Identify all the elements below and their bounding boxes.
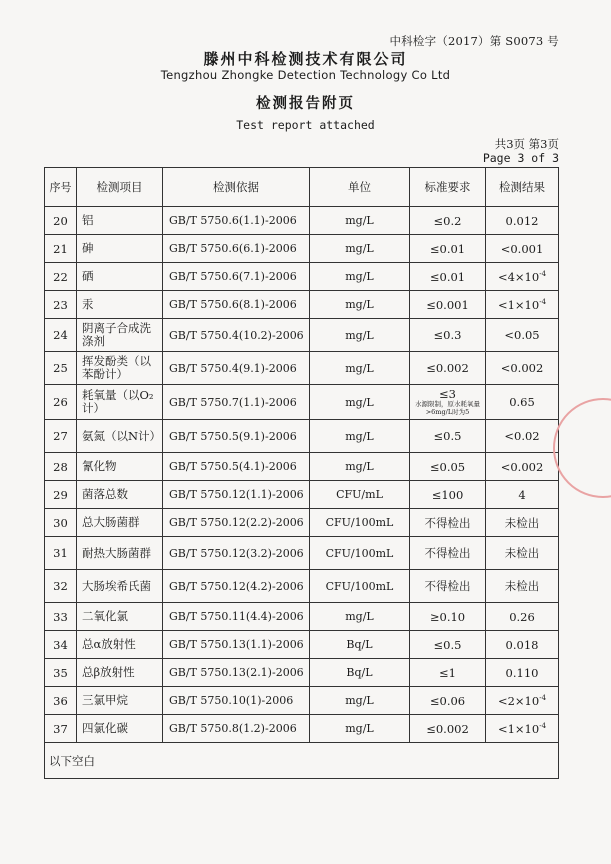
- table-row: [45, 509, 559, 537]
- row-standard: ≤0.2: [410, 207, 486, 235]
- result-value: <2×10: [497, 693, 540, 708]
- table-row: [45, 537, 559, 570]
- result-value: <0.001: [500, 241, 544, 256]
- row-unit: mg/L: [310, 715, 410, 743]
- result-value: <0.002: [500, 459, 544, 474]
- row-item: 四氯化碳: [77, 715, 163, 743]
- table-row: [45, 603, 559, 631]
- row-number: 36: [45, 687, 77, 715]
- test-results-table: [44, 167, 559, 779]
- table-row: [45, 263, 559, 291]
- table-row: [45, 420, 559, 453]
- row-unit: mg/L: [310, 352, 410, 385]
- result-value: 4: [518, 487, 526, 502]
- row-standard: ≤1: [410, 659, 486, 687]
- row-standard: ≤0.3: [410, 319, 486, 352]
- row-basis: GB/T 5750.11(4.4)-2006: [163, 603, 310, 631]
- row-result: [486, 385, 559, 420]
- row-result: [486, 291, 559, 319]
- row-result: [486, 631, 559, 659]
- result-value: 0.012: [505, 213, 539, 228]
- row-unit: CFU/100mL: [310, 570, 410, 603]
- row-item: 挥发酚类（以苯酚计）: [77, 352, 163, 385]
- row-result: [486, 537, 559, 570]
- row-unit: mg/L: [310, 687, 410, 715]
- row-basis: GB/T 5750.12(3.2)-2006: [163, 537, 310, 570]
- row-number: 30: [45, 509, 77, 537]
- table-row: [45, 570, 559, 603]
- row-number: 33: [45, 603, 77, 631]
- row-basis: GB/T 5750.12(1.1)-2006: [163, 481, 310, 509]
- row-standard: ≤0.01: [410, 263, 486, 291]
- document-number: 中科检字（2017）第 S0073 号: [389, 34, 559, 48]
- row-standard: ≥0.10: [410, 603, 486, 631]
- row-basis: GB/T 5750.6(1.1)-2006: [163, 207, 310, 235]
- row-unit: mg/L: [310, 263, 410, 291]
- row-unit: CFU/100mL: [310, 537, 410, 570]
- row-item: 氰化物: [77, 453, 163, 481]
- row-result: [486, 235, 559, 263]
- report-title-cn: 检测报告附页: [256, 95, 355, 112]
- row-result: [486, 481, 559, 509]
- row-item: 阴离子合成洗涤剂: [77, 319, 163, 352]
- result-value: 0.018: [505, 637, 539, 652]
- page-indicator-en: Page 3 of 3: [482, 151, 559, 165]
- table-row: [45, 631, 559, 659]
- row-unit: mg/L: [310, 603, 410, 631]
- table-row: [45, 385, 559, 420]
- row-basis: GB/T 5750.8(1.2)-2006: [163, 715, 310, 743]
- row-number: 32: [45, 570, 77, 603]
- remark-row: [45, 743, 559, 779]
- row-number: 22: [45, 263, 77, 291]
- header-item: 检测项目: [77, 168, 163, 207]
- row-item: 三氯甲烷: [77, 687, 163, 715]
- row-basis: GB/T 5750.13(1.1)-2006: [163, 631, 310, 659]
- organization-name-en: Tengzhou Zhongke Detection Technology Co Ltd: [160, 68, 451, 82]
- row-standard: ≤0.05: [410, 453, 486, 481]
- row-basis: GB/T 5750.6(6.1)-2006: [163, 235, 310, 263]
- row-unit: Bq/L: [310, 631, 410, 659]
- row-basis: GB/T 5750.7(1.1)-2006: [163, 385, 310, 420]
- table-row: [45, 687, 559, 715]
- standard-note: 水源限制，原水耗氧量>6mg/L时为5: [415, 400, 480, 416]
- result-value: <1×10: [497, 721, 540, 736]
- row-result: [486, 207, 559, 235]
- table-row: [45, 352, 559, 385]
- result-exponent: -4: [539, 693, 547, 702]
- row-item: 大肠埃希氏菌: [77, 570, 163, 603]
- row-item: 耗氧量（以O₂计）: [77, 385, 163, 420]
- row-unit: mg/L: [310, 319, 410, 352]
- result-value: 未检出: [504, 515, 540, 530]
- row-basis: GB/T 5750.12(4.2)-2006: [163, 570, 310, 603]
- row-number: 21: [45, 235, 77, 263]
- result-value: 未检出: [504, 546, 540, 560]
- row-number: 29: [45, 481, 77, 509]
- row-number: 31: [45, 537, 77, 570]
- row-unit: mg/L: [310, 385, 410, 420]
- row-standard: 不得检出: [410, 537, 486, 570]
- result-value: <0.002: [500, 361, 544, 375]
- row-unit: mg/L: [310, 453, 410, 481]
- row-basis: GB/T 5750.6(7.1)-2006: [163, 263, 310, 291]
- row-standard: ≤0.001: [410, 291, 486, 319]
- row-item: 总β放射性: [77, 659, 163, 687]
- standard-value: ≤3: [439, 387, 456, 401]
- report-title-en: Test report attached: [236, 118, 375, 132]
- row-number: 26: [45, 385, 77, 420]
- row-basis: GB/T 5750.5(9.1)-2006: [163, 420, 310, 453]
- remark-text: 以下空白: [45, 743, 559, 779]
- result-exponent: -4: [539, 297, 547, 306]
- row-basis: GB/T 5750.5(4.1)-2006: [163, 453, 310, 481]
- row-unit: CFU/100mL: [310, 509, 410, 537]
- row-result: [486, 687, 559, 715]
- row-item: 菌落总数: [77, 481, 163, 509]
- row-unit: CFU/mL: [310, 481, 410, 509]
- table-row: [45, 659, 559, 687]
- row-result: [486, 603, 559, 631]
- table-body: [45, 207, 559, 743]
- result-exponent: -4: [539, 721, 547, 730]
- row-basis: GB/T 5750.12(2.2)-2006: [163, 509, 310, 537]
- row-unit: mg/L: [310, 420, 410, 453]
- result-value: <0.05: [504, 328, 540, 342]
- result-value: 0.110: [505, 665, 539, 680]
- organization-name-cn: 滕州中科检测技术有限公司: [203, 50, 408, 68]
- row-unit: mg/L: [310, 235, 410, 263]
- row-standard: ≤0.5: [410, 420, 486, 453]
- row-number: 37: [45, 715, 77, 743]
- row-standard: ≤0.01: [410, 235, 486, 263]
- row-unit: mg/L: [310, 291, 410, 319]
- row-result: [486, 570, 559, 603]
- row-result: [486, 659, 559, 687]
- row-number: 24: [45, 319, 77, 352]
- row-basis: GB/T 5750.13(2.1)-2006: [163, 659, 310, 687]
- result-value: <4×10: [497, 269, 540, 284]
- header-no: 序号: [45, 168, 77, 207]
- row-standard: ≤0.06: [410, 687, 486, 715]
- row-basis: GB/T 5750.6(8.1)-2006: [163, 291, 310, 319]
- row-standard: 不得检出: [410, 570, 486, 603]
- row-item: 氨氮（以N计）: [77, 420, 163, 453]
- row-basis: GB/T 5750.4(9.1)-2006: [163, 352, 310, 385]
- row-result: [486, 319, 559, 352]
- row-result: [486, 715, 559, 743]
- row-item: 砷: [77, 235, 163, 263]
- row-unit: mg/L: [310, 207, 410, 235]
- row-basis: GB/T 5750.10(1)-2006: [163, 687, 310, 715]
- row-number: 20: [45, 207, 77, 235]
- header-unit: 单位: [310, 168, 410, 207]
- row-result: [486, 352, 559, 385]
- row-number: 28: [45, 453, 77, 481]
- row-result: [486, 263, 559, 291]
- row-item: 硒: [77, 263, 163, 291]
- table-row: [45, 207, 559, 235]
- table-row: [45, 319, 559, 352]
- result-value: 0.26: [509, 609, 535, 624]
- result-value: 0.65: [509, 395, 535, 409]
- row-number: 34: [45, 631, 77, 659]
- company-seal: [553, 398, 611, 498]
- table-header-row: [45, 168, 559, 207]
- row-standard: [410, 385, 486, 420]
- result-exponent: -4: [539, 269, 547, 278]
- row-standard: ≤0.002: [410, 352, 486, 385]
- table-row: [45, 235, 559, 263]
- row-standard: ≤100: [410, 481, 486, 509]
- row-number: 35: [45, 659, 77, 687]
- page-indicator-cn: 共3页 第3页: [494, 137, 559, 151]
- result-value: <0.02: [504, 429, 540, 443]
- row-unit: Bq/L: [310, 659, 410, 687]
- row-item: 铝: [77, 207, 163, 235]
- row-basis: GB/T 5750.4(10.2)-2006: [163, 319, 310, 352]
- row-item: 二氧化氯: [77, 603, 163, 631]
- row-standard: 不得检出: [410, 509, 486, 537]
- row-number: 25: [45, 352, 77, 385]
- table-row: [45, 481, 559, 509]
- row-result: [486, 453, 559, 481]
- table-row: [45, 715, 559, 743]
- header-standard: 标准要求: [410, 168, 486, 207]
- header-result: 检测结果: [486, 168, 559, 207]
- row-standard: ≤0.5: [410, 631, 486, 659]
- result-value: <1×10: [497, 297, 540, 312]
- row-result: [486, 420, 559, 453]
- row-result: [486, 509, 559, 537]
- header-basis: 检测依据: [163, 168, 310, 207]
- row-item: 汞: [77, 291, 163, 319]
- table-row: [45, 291, 559, 319]
- row-item: 总α放射性: [77, 631, 163, 659]
- table-row: [45, 453, 559, 481]
- row-number: 23: [45, 291, 77, 319]
- row-item: 总大肠菌群: [77, 509, 163, 537]
- row-standard: ≤0.002: [410, 715, 486, 743]
- row-number: 27: [45, 420, 77, 453]
- row-item: 耐热大肠菌群: [77, 537, 163, 570]
- result-value: 未检出: [504, 579, 540, 593]
